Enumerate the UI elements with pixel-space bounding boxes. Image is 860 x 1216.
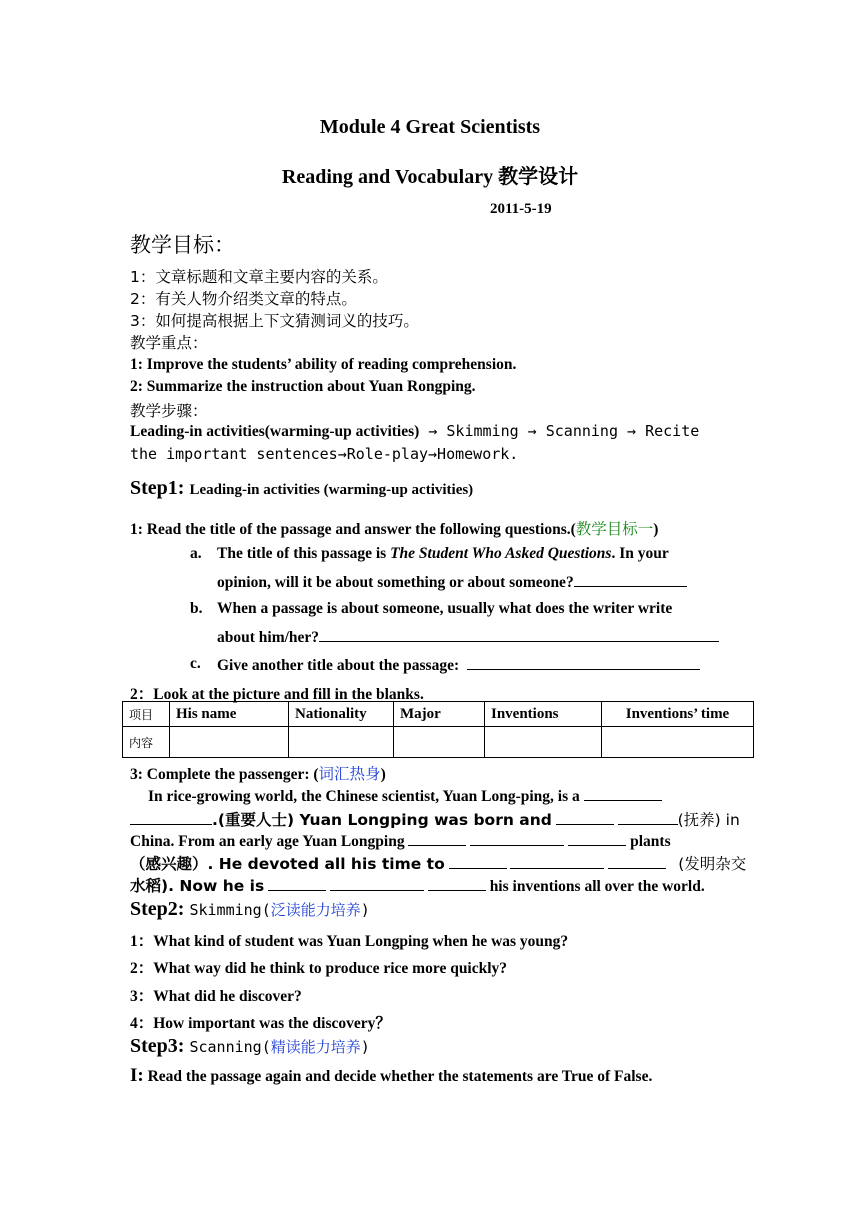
goal-item — [130, 265, 388, 287]
sub-label: b. — [190, 600, 203, 617]
table-header-row — [123, 702, 754, 727]
sub-text: opinion, will it be about something or about someone? — [217, 574, 574, 591]
fill-in-table — [122, 701, 754, 758]
goal-text: 3：如何提高根据上下文猜测词义的技巧。 — [130, 312, 419, 330]
document-date: 2011-5-19 — [490, 201, 552, 217]
answer-blank[interactable] — [556, 810, 614, 825]
key-points-heading — [130, 331, 208, 353]
table-input-cell[interactable] — [485, 727, 602, 758]
key-point-item: 2: Summarize the instruction about Yuan Rongping. — [130, 378, 476, 395]
table-header-cell: Inventions — [485, 702, 602, 727]
table-header-cell: Nationality — [289, 702, 394, 727]
step2-title: Skimming( — [189, 901, 271, 919]
table-header-cell: Inventions’ time — [602, 702, 754, 727]
step3-title: Scanning( — [189, 1038, 271, 1056]
answer-blank[interactable] — [319, 627, 719, 642]
answer-blank[interactable] — [574, 572, 687, 587]
answer-blank[interactable] — [467, 655, 700, 670]
step3-item-text: Read the passage again and decide whether the statements are True of False. — [147, 1068, 653, 1085]
passage-text: China. From an early age Yuan Longping — [130, 833, 405, 850]
passage-text: his inventions all over the world. — [489, 878, 705, 895]
answer-blank[interactable] — [449, 854, 507, 869]
passage-title: The Student Who Asked Questions — [390, 545, 612, 562]
table-input-cell[interactable] — [394, 727, 485, 758]
step2-heading — [130, 898, 370, 921]
passage-line — [148, 786, 662, 806]
step3-label: Step3: — [130, 1035, 185, 1057]
table-input-cell[interactable] — [289, 727, 394, 758]
step1-label: Step1: — [130, 477, 185, 499]
passage-text: In rice-growing world, the Chinese scientist, Yuan Long-ping, is a — [148, 788, 580, 805]
question-close: ) — [380, 766, 386, 783]
step2-question: 4：How important was the discovery？ — [130, 1015, 391, 1032]
steps-overview-part: → Skimming → Scanning → Recite — [419, 422, 700, 440]
passage-text: （感兴趣）. He devoted all his time to — [130, 855, 445, 873]
goals-heading: 教学目标： — [130, 233, 235, 257]
step3-item-label: I: — [130, 1065, 144, 1086]
step2-question: 3：What did he discover? — [130, 988, 302, 1005]
steps-overview-part: the important sentences→Role-play→Homework. — [130, 445, 519, 463]
answer-blank[interactable] — [470, 831, 564, 846]
passage-text: plants — [630, 833, 671, 850]
sub-label: c. — [190, 655, 201, 672]
step2-question: 1：What kind of student was Yuan Longping when he was young? — [130, 933, 569, 950]
table-row-label: 内容 — [123, 727, 170, 758]
answer-blank[interactable] — [510, 854, 604, 869]
passage-line — [130, 831, 671, 851]
table-input-cell[interactable] — [170, 727, 289, 758]
key-points-heading-text: 教学重点： — [130, 334, 208, 352]
goal-item — [130, 287, 357, 309]
steps-overview-line — [130, 422, 699, 441]
page-title: Module 4 Great Scientists — [319, 116, 541, 138]
answer-blank[interactable] — [618, 810, 678, 825]
key-point-item: 1: Improve the students’ ability of reading comprehension. — [130, 356, 517, 373]
sub-text: about him/her? — [217, 629, 320, 646]
table-header-cell: Major — [394, 702, 485, 727]
table-header-cell: 项目 — [123, 702, 170, 727]
step2-question: 2：What way did he think to produce rice more quickly? — [130, 960, 508, 977]
section-note: 词汇热身 — [318, 765, 381, 783]
step1-question-2: 2：Look at the picture and fill in the blanks. — [130, 686, 424, 703]
passage-text: (发明杂交 — [678, 855, 747, 873]
step1-question-3 — [130, 762, 386, 784]
sub-question-b-line2 — [217, 627, 719, 647]
steps-heading-text: 教学步骤： — [130, 402, 208, 420]
sub-text: . In your — [611, 545, 669, 562]
passage-line — [130, 874, 705, 896]
answer-blank[interactable] — [584, 786, 662, 801]
steps-overview-line — [130, 445, 518, 464]
goal-text: 1：文章标题和文章主要内容的关系。 — [130, 268, 388, 286]
steps-heading — [130, 399, 208, 421]
step1-question-1 — [130, 517, 658, 539]
step3-heading — [130, 1035, 370, 1058]
sub-text: The title of this passage is — [217, 545, 391, 562]
sub-question-a-line2 — [217, 572, 687, 592]
question-text: 3: Complete the passenger: ( — [130, 766, 319, 783]
sub-text: When a passage is about someone, usually what does the writer write — [217, 600, 673, 617]
step2-close: ) — [360, 901, 370, 919]
table-input-cell[interactable] — [602, 727, 754, 758]
goal-reference: 教学目标一 — [575, 520, 654, 538]
question-close: ) — [653, 521, 659, 538]
step1-title: Leading-in activities (warming-up activities) — [189, 482, 474, 498]
step3-item — [130, 1065, 652, 1087]
answer-blank[interactable] — [330, 876, 424, 891]
section-note: 精读能力培养 — [270, 1038, 361, 1056]
goal-text: 2：有关人物介绍类文章的特点。 — [130, 290, 357, 308]
answer-blank[interactable] — [408, 831, 466, 846]
passage-line — [130, 852, 746, 874]
steps-overview-part: Leading-in activities(warming-up activities) — [130, 423, 420, 440]
page-subtitle: Reading and Vocabulary 教学设计 — [281, 166, 579, 188]
step2-label: Step2: — [130, 898, 185, 920]
table-header-cell: His name — [170, 702, 289, 727]
passage-text: 水稻). Now he is — [130, 877, 265, 895]
passage-text: .(重要人士) Yuan Longping was born and — [212, 811, 552, 829]
answer-blank[interactable] — [428, 876, 486, 891]
answer-blank[interactable] — [608, 854, 666, 869]
answer-blank[interactable] — [130, 810, 212, 825]
goal-item — [130, 309, 419, 331]
passage-text: (抚养) in — [677, 811, 740, 829]
passage-line — [130, 808, 740, 830]
step3-close: ) — [360, 1038, 370, 1056]
question-text: 1: Read the title of the passage and answer the following questions.( — [130, 521, 576, 538]
section-note: 泛读能力培养 — [270, 901, 361, 919]
sub-text: Give another title about the passage: — [217, 657, 460, 674]
table-row — [123, 727, 754, 758]
sub-label: a. — [190, 545, 202, 562]
step1-heading — [130, 477, 473, 500]
answer-blank[interactable] — [568, 831, 626, 846]
answer-blank[interactable] — [268, 876, 326, 891]
